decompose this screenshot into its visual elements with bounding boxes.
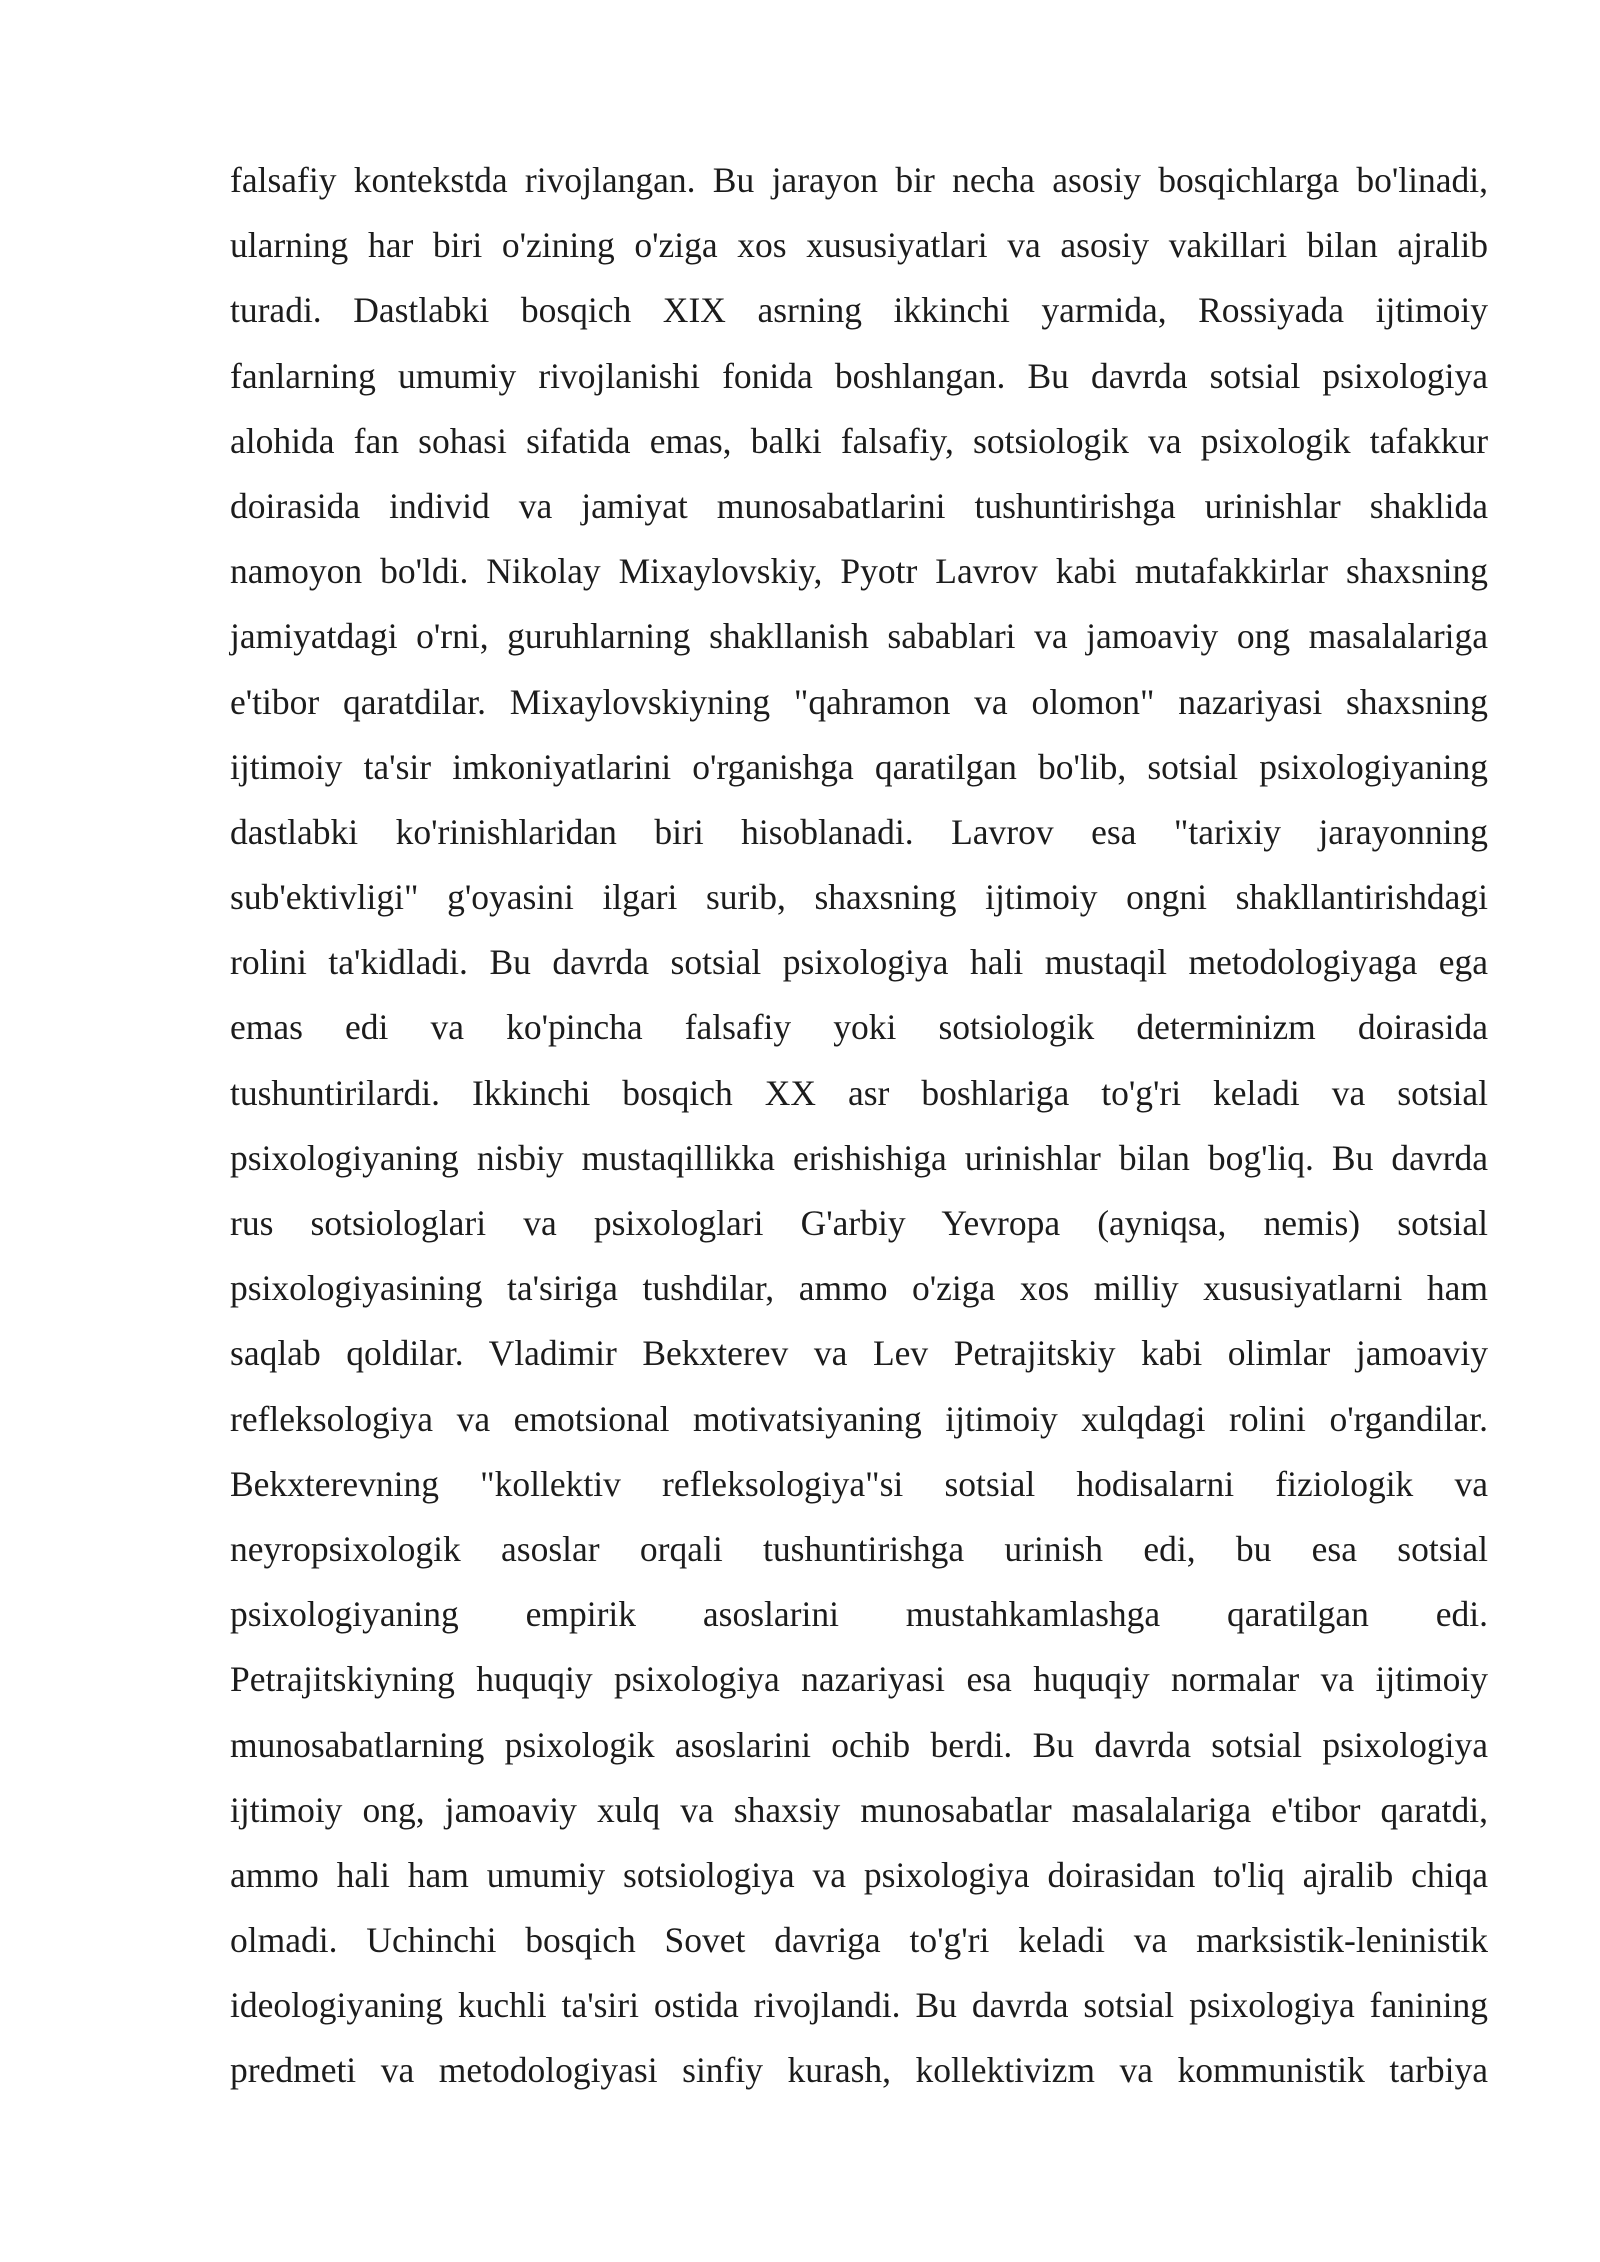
text-line: e'tibor qaratdilar. Mixaylovskiyning "qahramon va olomon" nazariyasi shaxsning <box>230 681 1488 722</box>
text-line: ijtimoiy ong, jamoaviy xulq va shaxsiy munosabatlar masalalariga e'tibor qaratdi, <box>230 1789 1488 1830</box>
text-line: rus sotsiologlari va psixologlari G'arbiy Yevropa (ayniqsa, nemis) sotsial <box>230 1203 1488 1243</box>
text-line: ijtimoiy ta'sir imkoniyatlarini o'rganishga qaratilgan bo'lib, sotsial psixologiyaning <box>230 746 1488 787</box>
text-line: olmadi. Uchinchi bosqich Sovet davriga to'g'ri keladi va marksistik-leninistik <box>230 1920 1488 1961</box>
text-line: rolini ta'kidladi. Bu davrda sotsial psixologiya hali mustaqil metodologiyaga ega <box>230 942 1489 983</box>
text-line: psixologiyaning nisbiy mustaqillikka erishishiga urinishlar bilan bog'liq. Bu davrda <box>230 1137 1488 1178</box>
text-line: fanlarning umumiy rivojlanishi fonida boshlangan. Bu davrda sotsial psixologiya <box>230 355 1489 396</box>
text-line: jamiyatdagi o'rni, guruhlarning shakllanish sabablari va jamoaviy ong masalalariga <box>230 616 1489 657</box>
text-line: dastlabki ko'rinishlaridan biri hisoblanadi. Lavrov esa "tarixiy jarayonning <box>230 811 1489 852</box>
text-line: ideologiyaning kuchli ta'siri ostida rivojlandi. Bu davrda sotsial psixologiya fanining <box>230 1985 1488 2026</box>
text-line: neyropsixologik asoslar orqali tushuntirishga urinish edi, bu esa sotsial <box>230 1528 1488 1569</box>
text-line: Petrajitskiyning huquqiy psixologiya nazariyasi esa huquqiy normalar va ijtimoiy <box>230 1659 1488 1700</box>
text-line: sub'ektivligi" g'oyasini ilgari surib, shaxsning ijtimoiy ongni shakllantirishdagi <box>230 877 1489 918</box>
text-line: doirasida individ va jamiyat munosabatlarini tushuntirishga urinishlar shaklida <box>230 485 1488 526</box>
text-line: ammo hali ham umumiy sotsiologiya va psixologiya doirasidan to'liq ajralib chiqa <box>230 1854 1489 1895</box>
text-line: psixologiyasining ta'siriga tushdilar, ammo o'ziga xos milliy xususiyatlarni ham <box>230 1268 1488 1309</box>
text-line: namoyon bo'ldi. Nikolay Mixaylovskiy, Pyotr Lavrov kabi mutafakkirlar shaxsning <box>230 551 1489 592</box>
text-line: ularning har biri o'zining o'ziga xos xususiyatlari va asosiy vakillari bilan ajralib <box>230 225 1489 266</box>
body-paragraph <box>230 148 1488 2104</box>
text-line: turadi. Dastlabki bosqich XIX asrning ikkinchi yarmida, Rossiyada ijtimoiy <box>230 290 1489 331</box>
text-line: falsafiy kontekstda rivojlangan. Bu jarayon bir necha asosiy bosqichlarga bo'linadi, <box>230 160 1489 200</box>
text-line: emas edi va ko'pincha falsafiy yoki sotsiologik determinizm doirasida <box>230 1007 1488 1048</box>
text-line: Bekxterevning "kollektiv refleksologiya"si sotsial hodisalarni fiziologik va <box>230 1463 1488 1504</box>
text-line: psixologiyaning empirik asoslarini mustahkamlashga qaratilgan edi. <box>230 1594 1489 1635</box>
text-line: munosabatlarning psixologik asoslarini ochib berdi. Bu davrda sotsial psixologiya <box>230 1724 1489 1765</box>
text-line: refleksologiya va emotsional motivatsiyaning ijtimoiy xulqdagi rolini o'rgandilar. <box>230 1398 1488 1439</box>
text-line: tushuntirilardi. Ikkinchi bosqich XX asr boshlariga to'g'ri keladi va sotsial <box>230 1072 1488 1113</box>
text-line: alohida fan sohasi sifatida emas, balki falsafiy, sotsiologik va psixologik tafakkur <box>230 420 1489 461</box>
text-line: predmeti va metodologiyasi sinfiy kurash, kollektivizm va kommunistik tarbiya <box>230 2050 1488 2091</box>
text-line: saqlab qoldilar. Vladimir Bekxterev va Lev Petrajitskiy kabi olimlar jamoaviy <box>230 1333 1489 1374</box>
